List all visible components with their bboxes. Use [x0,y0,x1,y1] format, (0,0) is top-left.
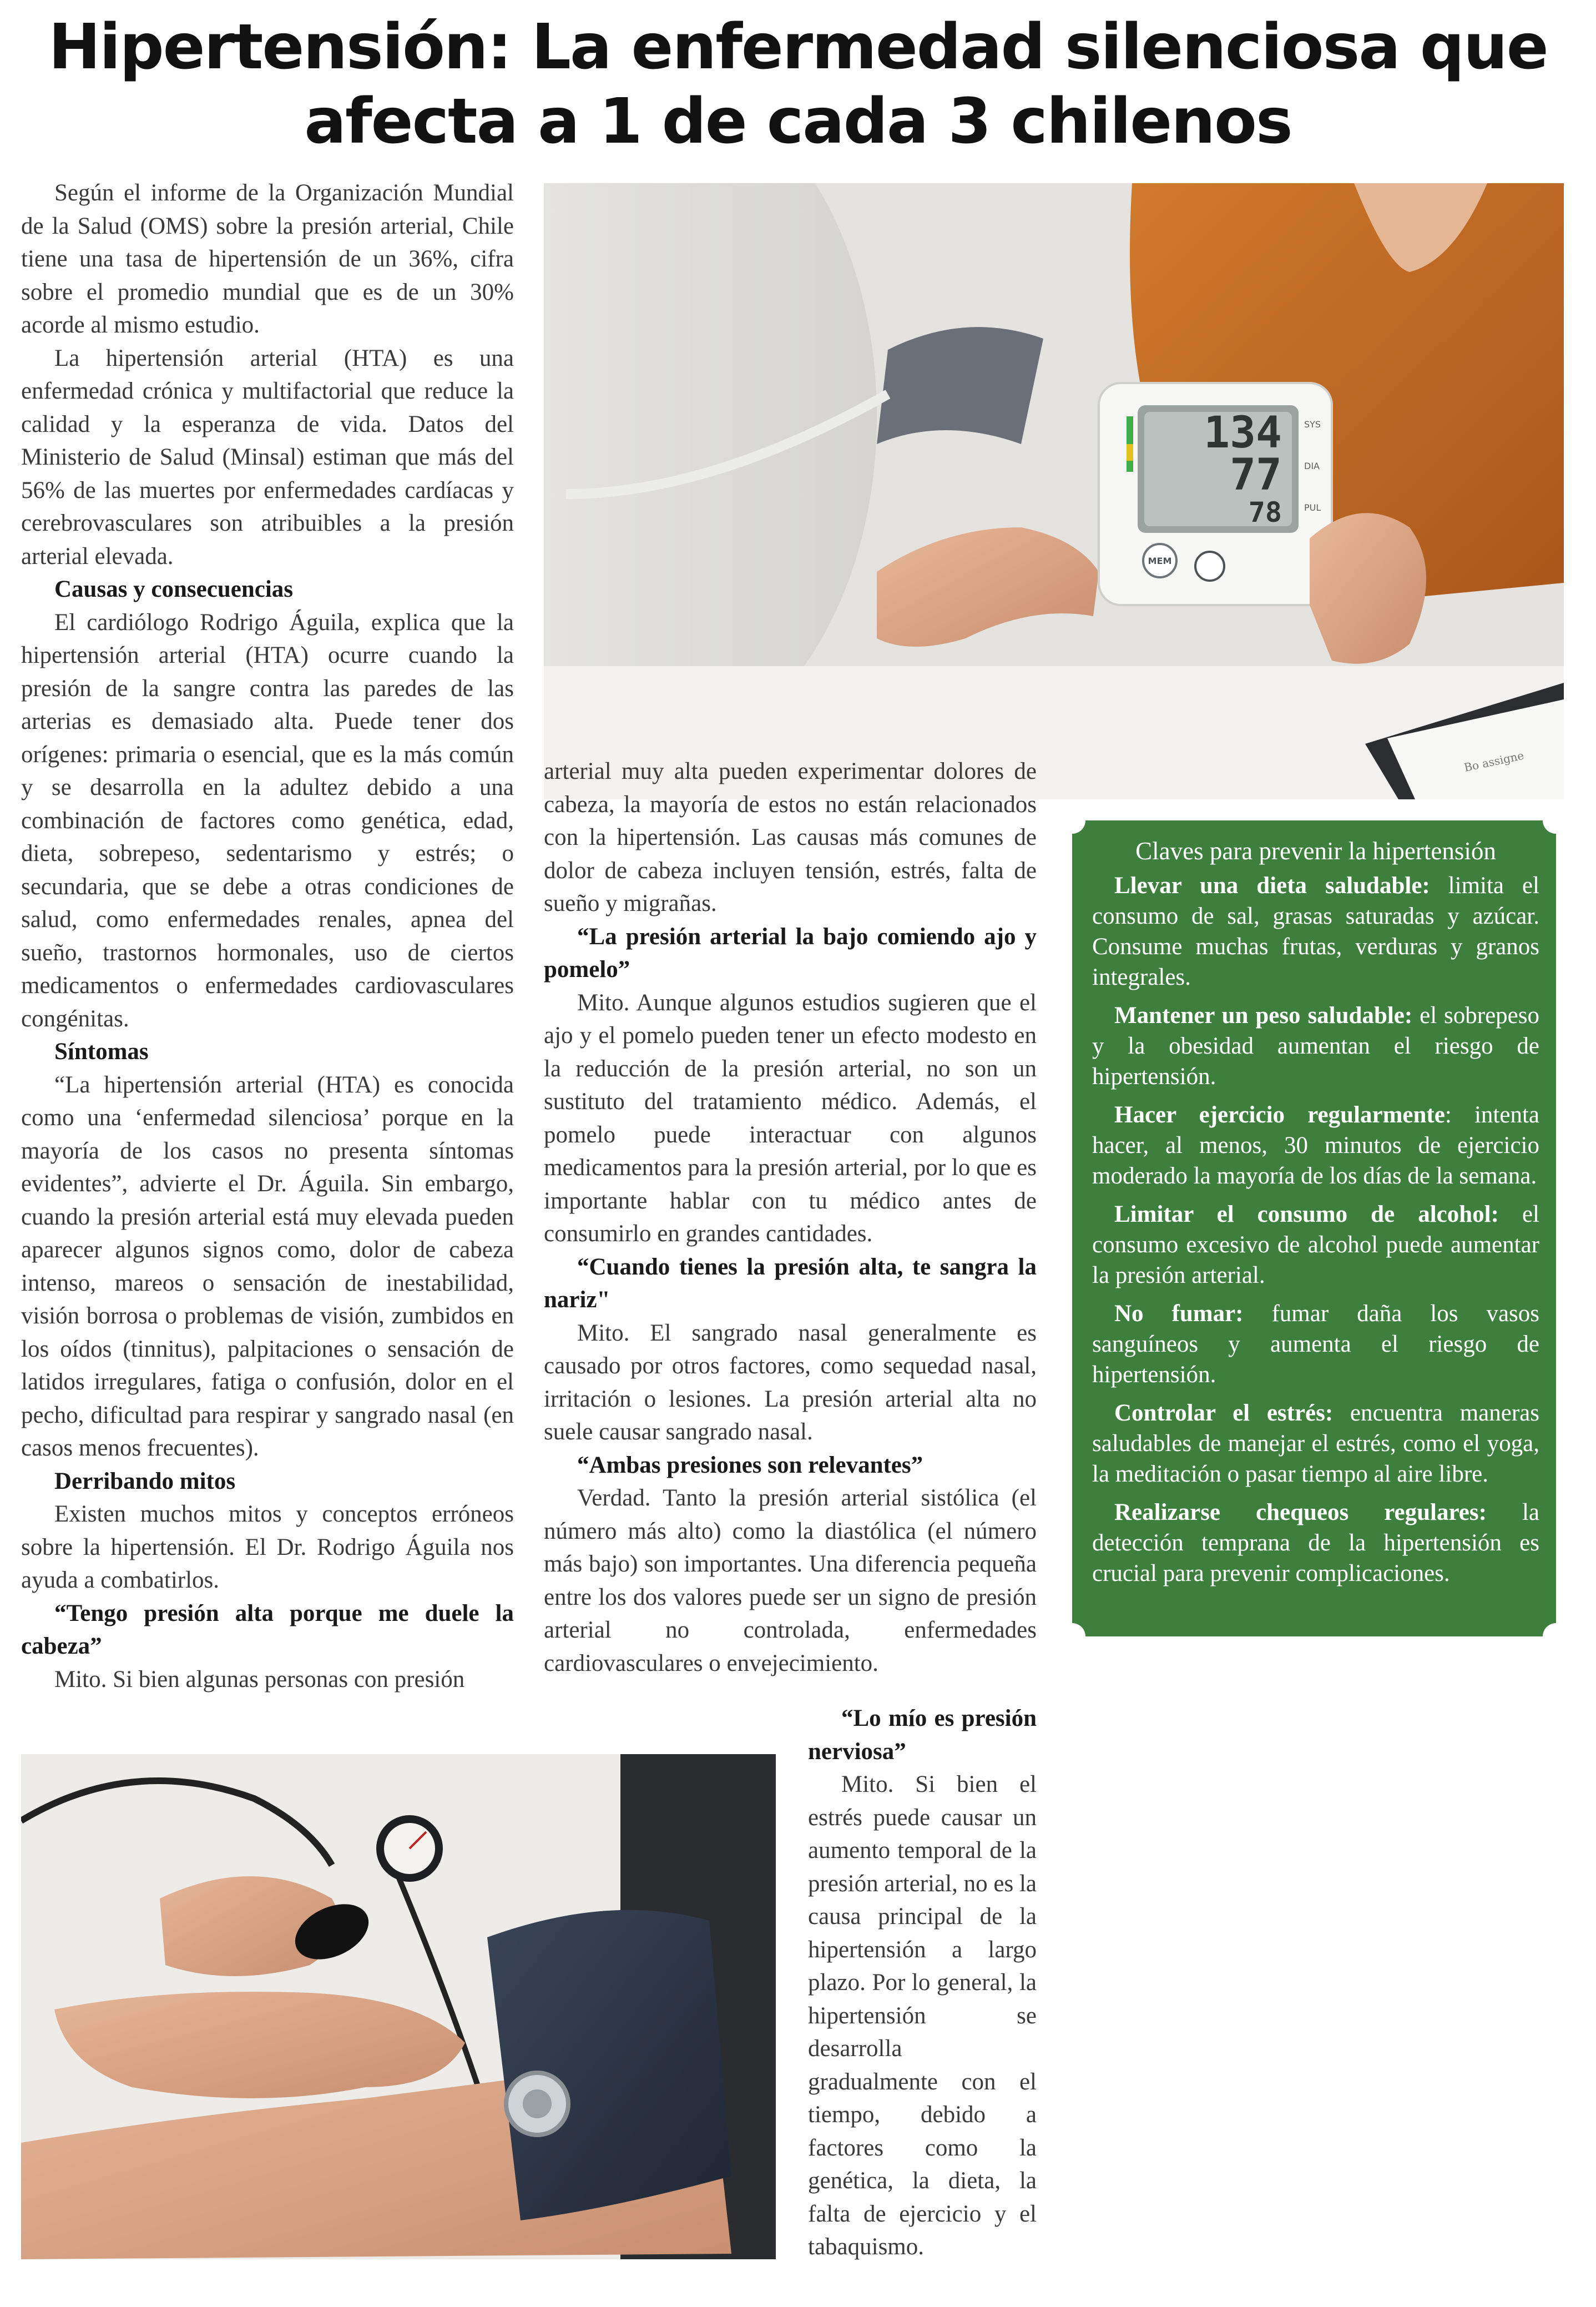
subheading-mitos: Derribando mitos [54,1468,236,1494]
paragraph: “La hipertensión arterial (HTA) es conocida como una ‘enfermedad silenciosa’ porque en la mayoría de los casos no presenta síntomas evidentes”, advierte el Dr. Águila. Sin embargo, cuando la presión arterial está muy elevada pueden aparecer algunos signos como, dolor de cabeza intenso, mareos o sensación de inestabilidad, visión borrosa o problemas de visión, zumbidos en los oídos (tinnitus), palpitaciones o sensación de latidos irregulares, fatiga o confusión, dolor en el pecho, dificultad para respirar y sangrado nasal (en casos menos frecuentes). [21,1071,514,1461]
tip-text: : intenta hacer, al menos, 30 minutos de ejercicio moderado la mayoría de los días de la semana. [1092,1102,1539,1189]
systolic-reading: 134 [1204,408,1282,458]
tip-text: la detección temprana de la hipertensión es crucial para prevenir complicaciones. [1092,1499,1539,1586]
diastolic-reading: 77 [1230,450,1282,500]
dia-label: DIA [1304,461,1320,471]
paragraph: Verdad. Tanto la presión arterial sistólica (el número más alto) como la diastólica (el número más bajo) son importantes. Una diferencia pequeña entre los dos valores puede ser un signo de presión arterial no controlada, enfermedades cardiovasculares o envejecimiento. [544,1485,1037,1676]
sphygmomanometer-photo [21,1754,776,2259]
tip-text: el sobrepeso y la obesidad aumentan el riesgo de hipertensión. [1092,1003,1539,1090]
article-column-1 [21,177,514,1696]
tip-item [1092,870,1539,993]
article-column-3 [808,1702,1037,2264]
monitor-illustration [544,183,1564,799]
tip-item [1092,1398,1539,1489]
headline: Hipertensión: La enfermedad silenciosa que afecta a 1 de cada 3 chilenos [48,11,1548,158]
tip-text: el consumo excesivo de alcohol puede aumentar la presión arterial. [1092,1201,1539,1288]
tip-text: limita el consumo de sal, grasas saturadas y azúcar. Consume muchas frutas, verduras y granos integrales. [1092,873,1539,990]
tip-item [1092,1000,1539,1092]
power-button-icon [1195,552,1224,581]
paragraph: Mito. El sangrado nasal generalmente es causado por otros factores, como sequedad nasal, irritación o lesiones. La presión arterial alta no suele causar sangrado nasal. [544,1319,1037,1445]
pul-label: PUL [1304,502,1321,513]
myth-quote: “Cuando tienes la presión alta, te sangra la nariz" [544,1253,1037,1313]
mem-button-label: MEM [1148,556,1172,566]
myth-quote: “Lo mío es presión nerviosa” [808,1705,1037,1765]
myth-quote: “Ambas presiones son relevantes” [577,1452,923,1478]
tip-heading: No fumar: [1114,1301,1244,1327]
tip-heading: Limitar el consumo de alcohol: [1114,1201,1499,1227]
tip-heading: Llevar una dieta saludable: [1114,873,1430,899]
paragraph: Mito. Si bien algunas personas con presión [54,1666,465,1693]
paragraph: Mito. Aunque algunos estudios sugieren que el ajo y el pomelo pueden tener un efecto modesto en la reducción de la presión arterial, no son un sustituto del tratamiento médico. Además, el pomelo puede interactuar con algunos medicamentos para la presión arterial, por lo que es importante hablar con tu médico antes de consumirlo en grandes cantidades. [544,989,1037,1247]
paragraph: Mito. Si bien el estrés puede causar un aumento temporal de la presión arterial, no es la causa principal de la hipertensión a largo plazo. Por lo general, la hipertensión se desarrolla gradualmente con el tiempo, debido a factores como la genética, la dieta, la falta de ejercicio y el tabaquismo. [808,1771,1037,2260]
paragraph: Según el informe de la Organización Mundial de la Salud (OMS) sobre la presión arterial, Chile tiene una tasa de hipertensión de un 36%, cifra sobre el promedio mundial que es de un 30% acorde al mismo estudio. [21,180,514,338]
paragraph: El cardiólogo Rodrigo Águila, explica que la hipertensión arterial (HTA) ocurre cuando la presión de la sangre contra las paredes de las arterias es demasiado alta. Puede tener dos orígenes: primaria o esencial, que es la más común y se desarrolla en la adultez debido a una combinación de factores como genética, edad, dieta, sobrepeso, sedentarismo y estrés; o secundaria, que se debe a otras condiciones de salud, como enfermedades renales, apnea del sueño, trastornos hormonales, uso de ciertos medicamentos o enfermedades cardiovasculares congénitas. [21,609,514,1032]
pulse-reading: 78 [1248,496,1282,528]
tip-item [1092,1298,1539,1390]
tip-heading: Mantener un peso saludable: [1114,1003,1413,1029]
tip-heading: Hacer ejercicio regularmente [1114,1102,1445,1128]
paragraph: La hipertensión arterial (HTA) es una enfermedad crónica y multifactorial que reduce la calidad y la esperanza de vida. Datos del Ministerio de Salud (Minsal) estiman que más del 56% de las muertes por enfermedades cardíacas y cerebrovasculares son atribuibles a la presión arterial elevada. [21,345,514,570]
sys-label: SYS [1304,419,1321,430]
myth-quote: “Tengo presión alta porque me duele la cabeza” [21,1600,514,1659]
prevention-tips-box [1072,820,1556,1636]
myth-quote: “La presión arterial la bajo comiendo ajo y pomelo” [544,923,1037,983]
tip-item [1092,1497,1539,1589]
blood-pressure-monitor-photo [544,183,1564,799]
tip-text: encuentra maneras saludables de manejar el estrés, como el yoga, la meditación o pasar tiempo al aire libre. [1092,1400,1539,1487]
tip-text: fumar daña los vasos sanguíneos y aumenta el riesgo de hipertensión. [1092,1301,1540,1388]
tip-item [1092,1199,1539,1291]
manual-bp-illustration [21,1754,776,2259]
paragraph: Existen muchos mitos y conceptos erróneos sobre la hipertensión. El Dr. Rodrigo Águila nos ayuda a combatirlos. [21,1501,514,1593]
subheading-causas: Causas y consecuencias [54,576,294,602]
tip-heading: Realizarse chequeos regulares: [1114,1499,1487,1525]
article-column-2 [544,755,1037,1680]
clipboard-writing: Bo assigne [1463,748,1526,774]
tip-item [1092,1100,1539,1191]
tip-heading: Controlar el estrés: [1114,1400,1334,1426]
subheading-sintomas: Síntomas [54,1039,149,1065]
paragraph: arterial muy alta pueden experimentar dolores de cabeza, la mayoría de estos no están relacionados con la hipertensión. Las causas más comunes de dolor de cabeza incluyen tensión, estrés, falta de sueño y migrañas. [544,758,1037,916]
sidebar-title: Claves para prevenir la hipertensión [1135,837,1496,865]
